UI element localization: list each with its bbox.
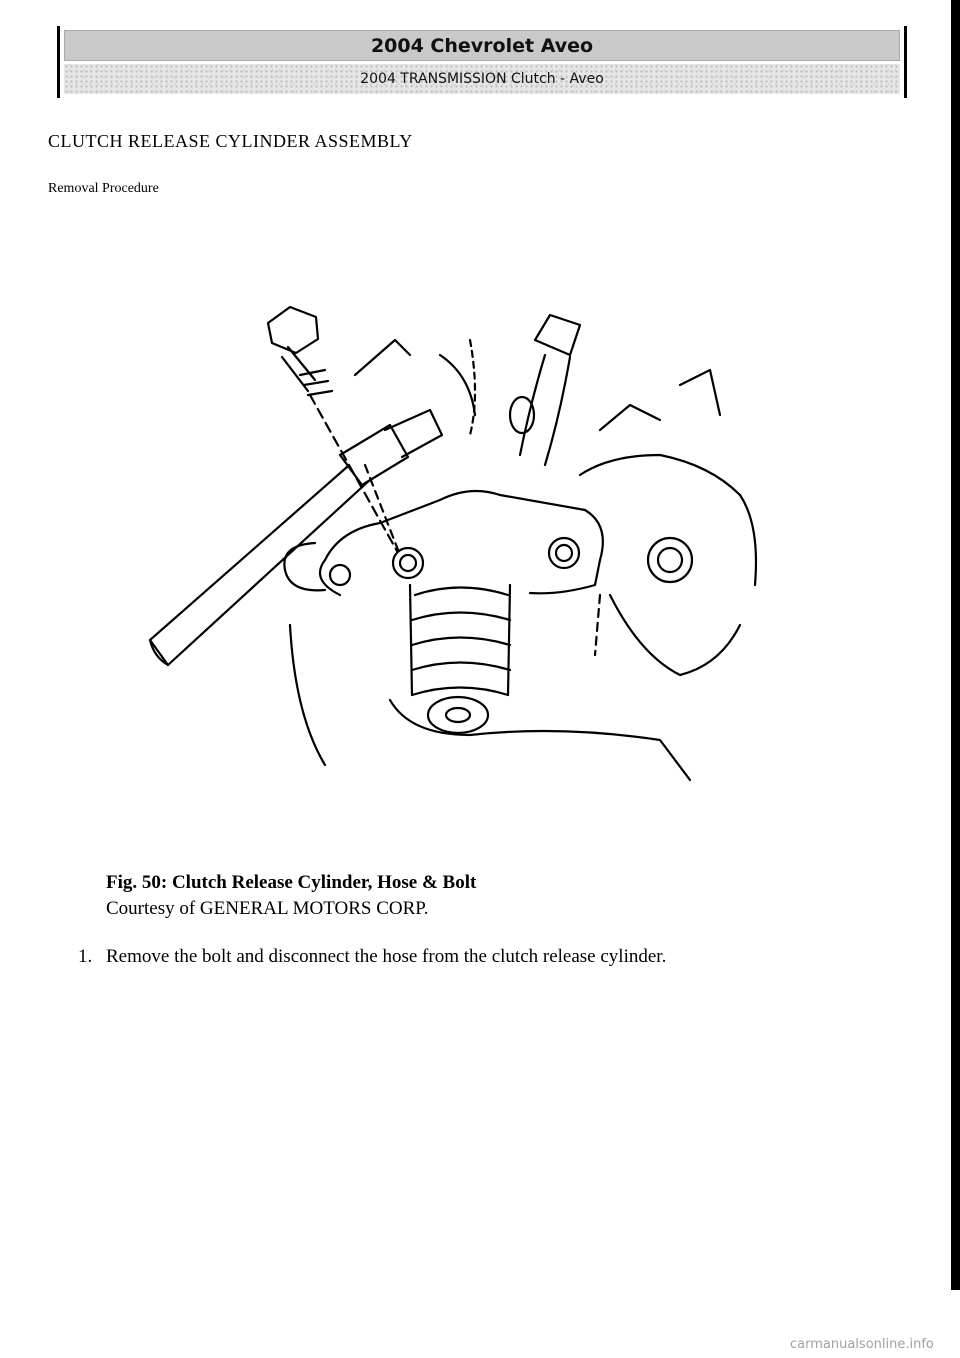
document-header — [57, 26, 907, 98]
header-subtitle: 2004 TRANSMISSION Clutch - Aveo — [64, 64, 900, 94]
step-number: 1. — [78, 946, 93, 967]
page-right-border — [951, 0, 960, 1290]
step-text: Remove the bolt and disconnect the hose from the clutch release cylinder. — [106, 946, 667, 967]
figure-caption: Fig. 50: Clutch Release Cylinder, Hose & Bolt — [106, 872, 477, 893]
watermark-link[interactable]: carmanualsonline.info — [790, 1337, 934, 1352]
section-title: CLUTCH RELEASE CYLINDER ASSEMBLY — [48, 131, 413, 151]
header-left-edge — [57, 26, 60, 98]
figure-credit: Courtesy of GENERAL MOTORS CORP. — [106, 898, 429, 919]
clutch-release-cylinder-illustration — [140, 295, 770, 795]
header-right-edge — [904, 26, 907, 98]
header-title: 2004 Chevrolet Aveo — [64, 30, 900, 61]
procedure-subheading: Removal Procedure — [48, 181, 159, 196]
